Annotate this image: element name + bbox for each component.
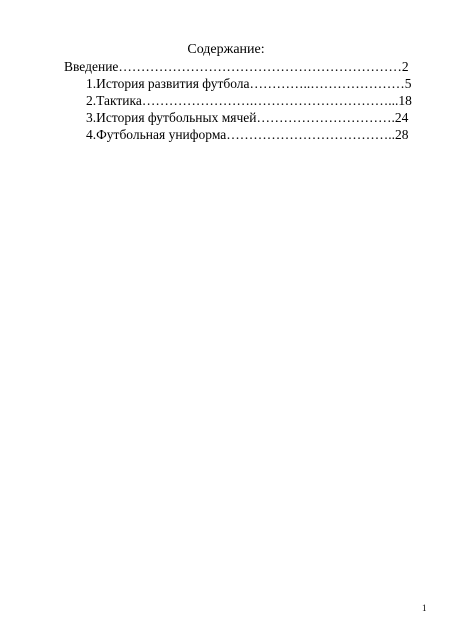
toc-entry-ball-history: 3.История футбольных мячей………………………….24 <box>86 110 409 125</box>
toc-entry-introduction: Введение………………………………………………………2 <box>64 59 409 74</box>
toc-title: Содержание: <box>187 42 265 57</box>
page-number: 1 <box>422 603 427 613</box>
toc-entry-football-uniform: 4.Футбольная униформа………………………………..28 <box>86 127 409 142</box>
toc-entry-tactics: 2.Тактика…………………….…………………………...18 <box>86 93 412 108</box>
toc-entry-football-history: 1.История развития футбола…………..…………………5 <box>86 76 412 91</box>
